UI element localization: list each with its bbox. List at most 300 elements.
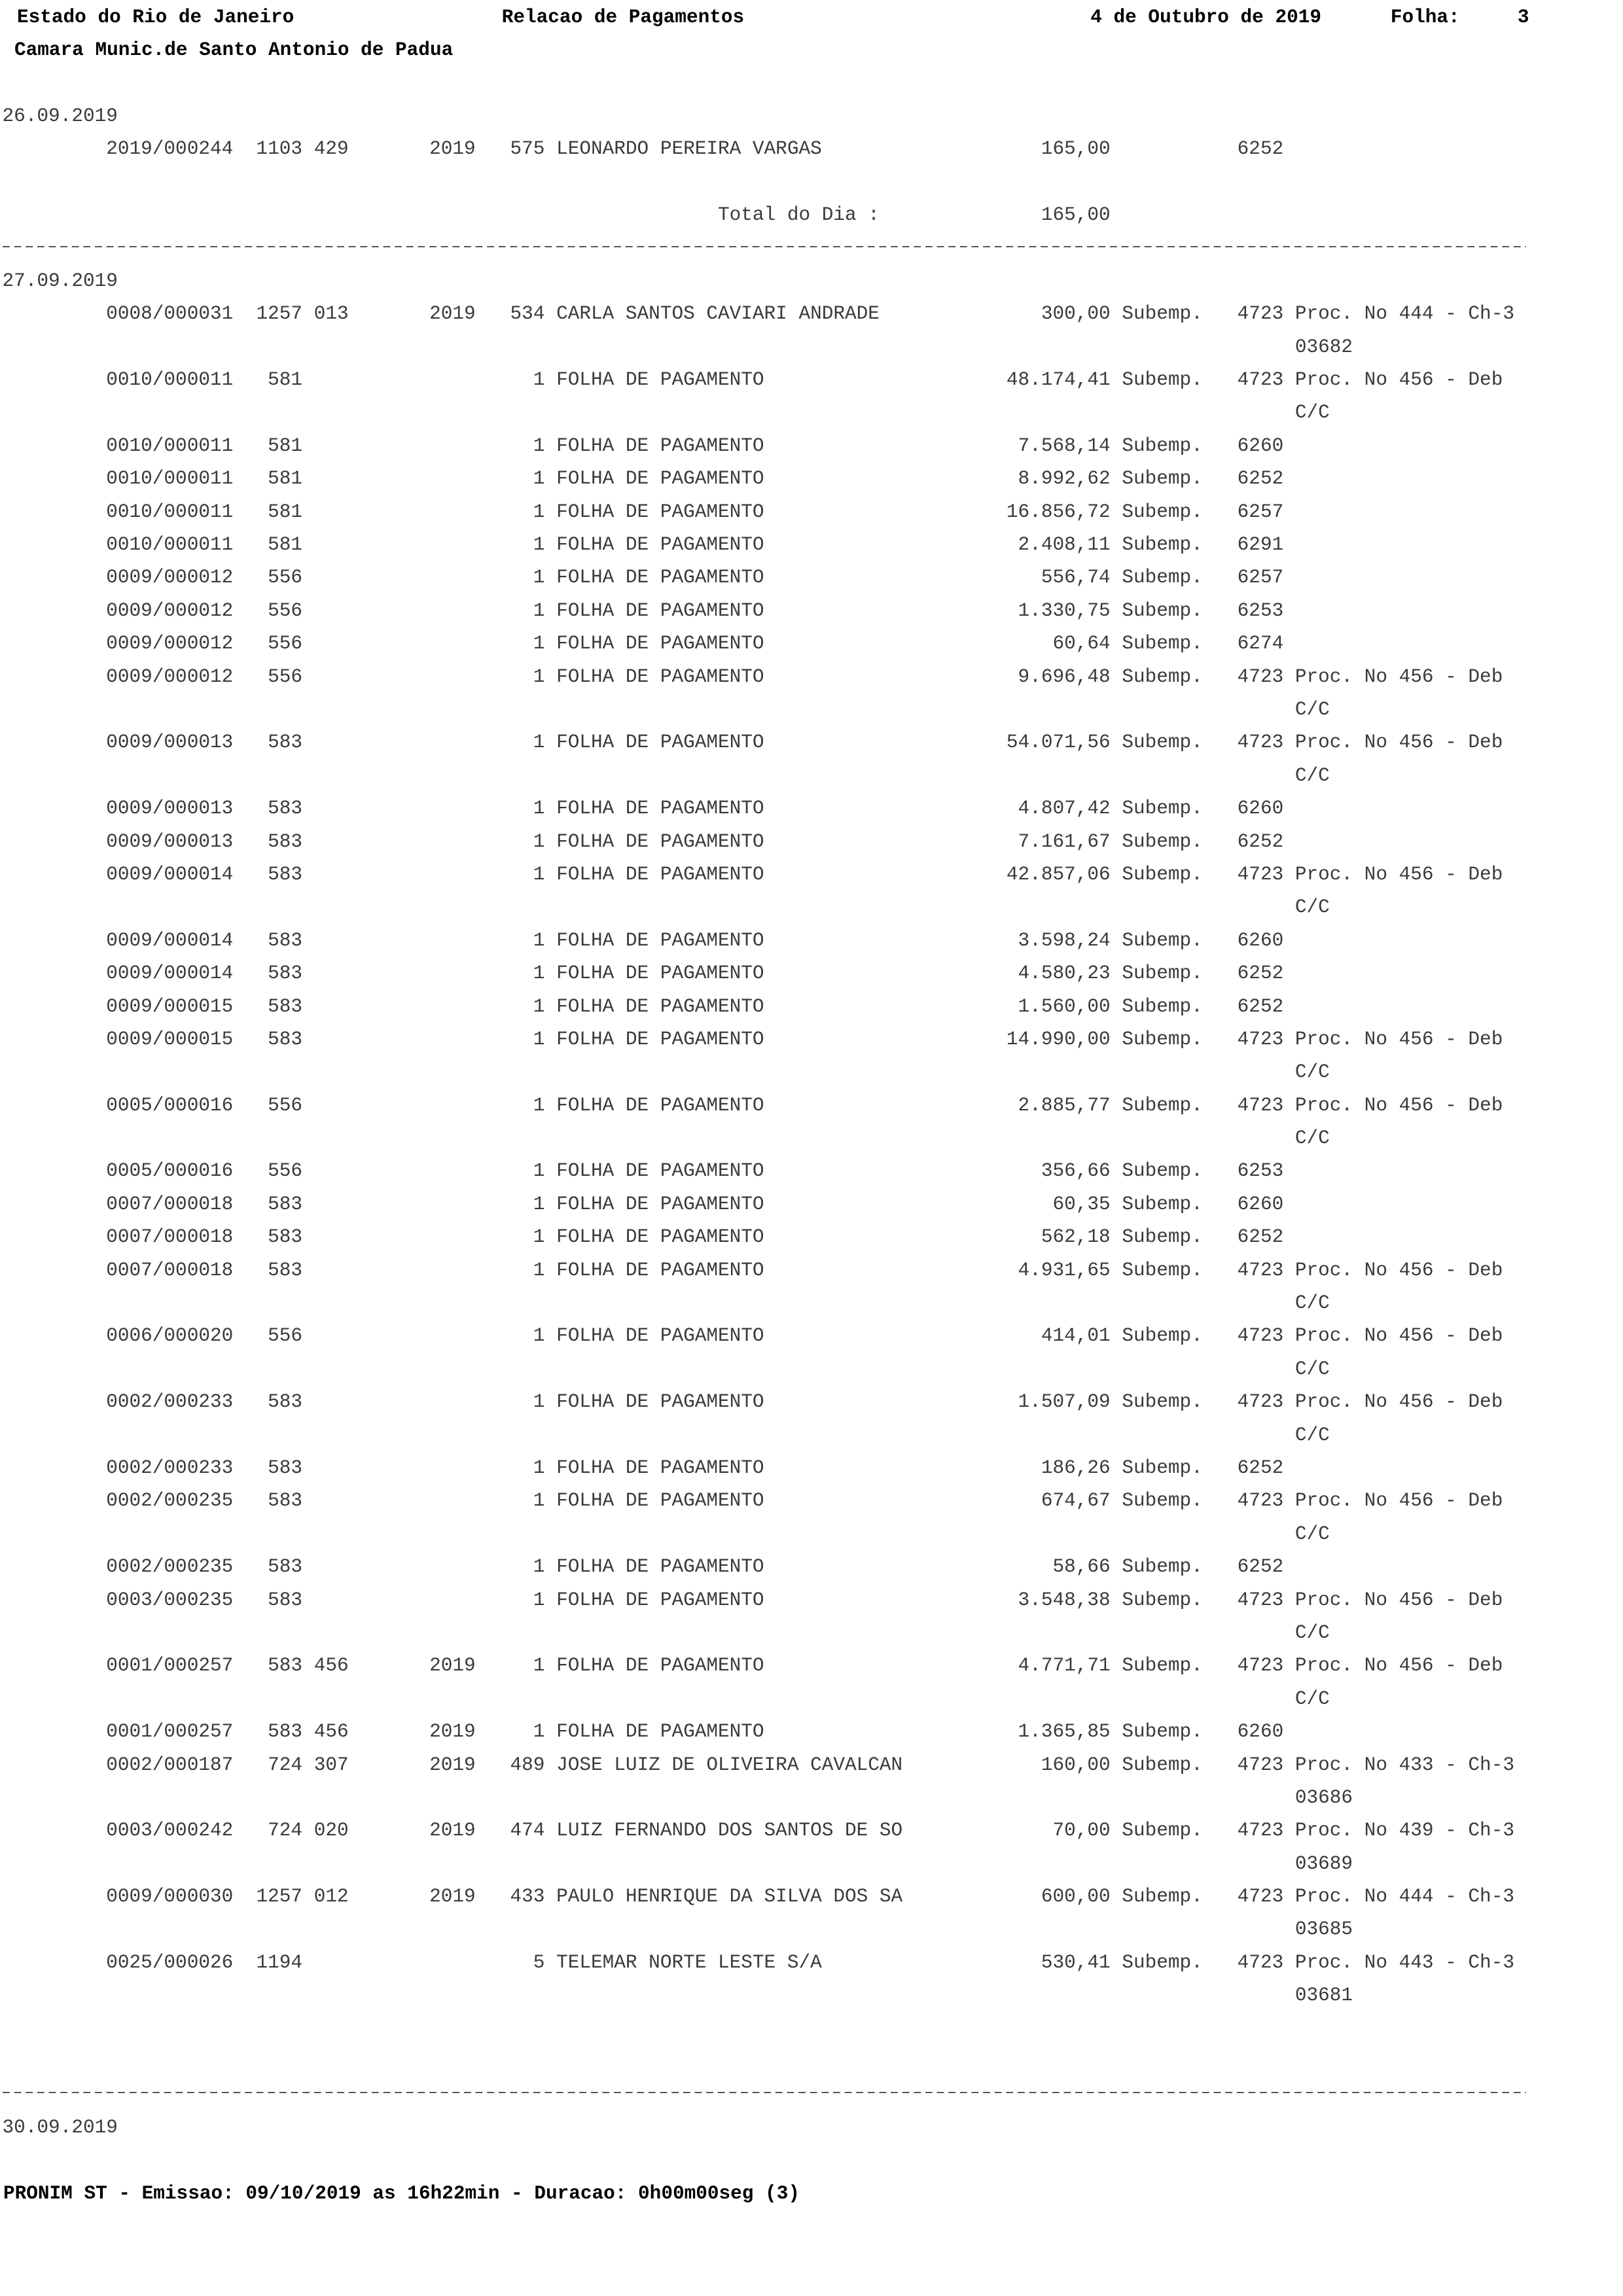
payment-row	[0, 1947, 1623, 2013]
payment-amount: 356,66	[1041, 1160, 1111, 1182]
payment-amount: 14.990,00	[1006, 1028, 1111, 1050]
account-code: 6291	[1237, 534, 1284, 556]
commitment-number: 0001/000257	[106, 1655, 234, 1677]
payment-row	[0, 133, 1623, 166]
payment-row	[0, 298, 1623, 364]
payment-amount: 300,00	[1041, 303, 1111, 325]
ref-code: 583	[268, 732, 303, 754]
payment-note-line: C/C	[1294, 1687, 1330, 1710]
account-code: 4723	[1237, 1589, 1284, 1611]
creditor-code: 1	[533, 1457, 545, 1479]
creditor-code: 1	[533, 633, 545, 655]
payment-kind: Subemp.	[1122, 633, 1203, 655]
payment-row	[0, 1749, 1623, 1815]
account-code: 6252	[1237, 1226, 1284, 1248]
payment-note-line: C/C	[1294, 1523, 1330, 1545]
creditor-code: 1	[533, 798, 545, 820]
payment-kind: Subemp.	[1122, 830, 1203, 853]
creditor-name: FOLHA DE PAGAMENTO	[556, 1457, 764, 1479]
payment-list	[0, 133, 1623, 166]
payment-row	[0, 661, 1623, 727]
payment-kind: Subemp.	[1122, 534, 1203, 556]
payment-kind: Subemp.	[1122, 599, 1203, 622]
payment-note-line: Proc. No 456 - Deb	[1294, 369, 1503, 391]
payment-amount: 414,01	[1041, 1325, 1111, 1347]
creditor-code: 1	[533, 1325, 545, 1347]
payment-amount: 16.856,72	[1006, 501, 1111, 523]
payment-kind: Subemp.	[1122, 1094, 1203, 1116]
report-date: 4 de Outubro de 2019	[1090, 6, 1321, 28]
creditor-code: 474	[510, 1820, 545, 1842]
blank-line	[0, 67, 1623, 100]
payment-amount: 9.696,48	[1018, 665, 1111, 688]
creditor-code: 1	[533, 1490, 545, 1512]
payment-amount: 4.771,71	[1018, 1655, 1111, 1677]
creditor-code: 1	[533, 732, 545, 754]
payment-amount: 7.568,14	[1018, 434, 1111, 457]
ref-subcode: 020	[313, 1820, 349, 1842]
creditor-code: 1	[533, 468, 545, 490]
account-code: 4723	[1237, 1655, 1284, 1677]
creditor-name: FOLHA DE PAGAMENTO	[556, 1589, 764, 1611]
payment-note-line: Proc. No 456 - Deb	[1294, 732, 1503, 754]
payment-kind: Subemp.	[1122, 434, 1203, 457]
payment-note-line: Proc. No 456 - Deb	[1294, 1490, 1503, 1512]
payment-note-line: Proc. No 433 - Ch-3	[1294, 1754, 1514, 1776]
payment-note	[1295, 1881, 1623, 1947]
payment-amount: 1.330,75	[1018, 599, 1111, 622]
payment-kind: Subemp.	[1122, 1721, 1203, 1743]
payment-row	[0, 1320, 1623, 1386]
creditor-code: 575	[510, 138, 545, 160]
account-code: 4723	[1237, 1325, 1284, 1347]
fiscal-year: 2019	[429, 1886, 476, 1908]
commitment-number: 0002/000235	[106, 1490, 234, 1512]
payment-kind: Subemp.	[1122, 1259, 1203, 1281]
payment-amount: 674,67	[1041, 1490, 1111, 1512]
account-code: 6252	[1237, 138, 1284, 160]
payment-row	[0, 1254, 1623, 1320]
payment-kind: Subemp.	[1122, 369, 1203, 391]
sheet-label: Folha:	[1390, 6, 1460, 28]
report-title: Relacao de Pagamentos	[501, 6, 745, 28]
commitment-number: 0009/000015	[106, 1028, 234, 1050]
account-code: 6260	[1237, 1193, 1284, 1215]
payment-note	[1295, 858, 1623, 925]
ref-code: 1103	[256, 138, 303, 160]
payment-kind: Subemp.	[1122, 1391, 1203, 1413]
commitment-number: 0009/000030	[106, 1886, 234, 1908]
day-total-amount: 165,00	[1041, 204, 1111, 226]
commitment-number: 0025/000026	[106, 1951, 234, 1973]
payment-note-line: 03681	[1294, 1985, 1353, 2007]
creditor-name: FOLHA DE PAGAMENTO	[556, 1226, 764, 1248]
creditor-name: FOLHA DE PAGAMENTO	[556, 567, 764, 589]
payment-kind: Subemp.	[1122, 1457, 1203, 1479]
payment-note	[1295, 726, 1623, 792]
creditor-name: FOLHA DE PAGAMENTO	[556, 534, 764, 556]
creditor-name: FOLHA DE PAGAMENTO	[556, 369, 764, 391]
creditor-name: CARLA SANTOS CAVIARI ANDRADE	[556, 303, 880, 325]
ref-code: 556	[268, 1094, 303, 1116]
account-code: 6260	[1237, 1721, 1284, 1743]
payment-row	[0, 627, 1623, 660]
creditor-name: FOLHA DE PAGAMENTO	[556, 633, 764, 655]
ref-code: 1194	[256, 1951, 303, 1973]
payment-kind: Subemp.	[1122, 1886, 1203, 1908]
payment-kind: Subemp.	[1122, 1951, 1203, 1973]
day-date: 27.09.2019	[2, 270, 118, 292]
ref-code: 583	[268, 1193, 303, 1215]
creditor-name: FOLHA DE PAGAMENTO	[556, 929, 764, 951]
payment-row	[0, 1155, 1623, 1188]
ref-subcode: 456	[313, 1721, 349, 1743]
payment-row	[0, 595, 1623, 627]
commitment-number: 0009/000012	[106, 633, 234, 655]
payment-note-line: Proc. No 456 - Deb	[1294, 1325, 1503, 1347]
payment-kind: Subemp.	[1122, 1325, 1203, 1347]
payment-kind: Subemp.	[1122, 1490, 1203, 1512]
creditor-name: FOLHA DE PAGAMENTO	[556, 863, 764, 885]
payment-kind: Subemp.	[1122, 567, 1203, 589]
payment-row	[0, 1188, 1623, 1221]
entity-name: Camara Munic.de Santo Antonio de Padua	[14, 39, 454, 62]
ref-code: 583	[268, 1259, 303, 1281]
payment-note	[1295, 1089, 1623, 1156]
payment-amount: 1.560,00	[1018, 995, 1111, 1017]
ref-code: 583	[268, 863, 303, 885]
ref-code: 583	[268, 1226, 303, 1248]
commitment-number: 2019/000244	[106, 138, 234, 160]
account-code: 4723	[1237, 1028, 1284, 1050]
account-code: 4723	[1237, 1094, 1284, 1116]
commitment-number: 0002/000233	[106, 1457, 234, 1479]
creditor-code: 1	[533, 1259, 545, 1281]
ref-subcode: 013	[313, 303, 349, 325]
payment-amount: 160,00	[1041, 1754, 1111, 1776]
payment-kind: Subemp.	[1122, 1556, 1203, 1578]
payment-row	[0, 1814, 1623, 1881]
payment-note	[1295, 1947, 1623, 2013]
creditor-name: FOLHA DE PAGAMENTO	[556, 1391, 764, 1413]
creditor-name: FOLHA DE PAGAMENTO	[556, 732, 764, 754]
payment-amount: 2.885,77	[1018, 1094, 1111, 1116]
payment-note	[1295, 661, 1623, 727]
ref-code: 583	[268, 1655, 303, 1677]
payment-kind: Subemp.	[1122, 1160, 1203, 1182]
commitment-number: 0005/000016	[106, 1160, 234, 1182]
payment-note-line: Proc. No 444 - Ch-3	[1294, 1886, 1514, 1908]
payment-row	[0, 1716, 1623, 1748]
payment-kind: Subemp.	[1122, 1655, 1203, 1677]
ref-code: 556	[268, 665, 303, 688]
commitment-number: 0001/000257	[106, 1721, 234, 1743]
creditor-name: FOLHA DE PAGAMENTO	[556, 1160, 764, 1182]
payment-row	[0, 1485, 1623, 1551]
payment-note-line: 03689	[1294, 1852, 1353, 1875]
day-date: 30.09.2019	[2, 2116, 118, 2138]
creditor-name: FOLHA DE PAGAMENTO	[556, 1193, 764, 1215]
creditor-name: FOLHA DE PAGAMENTO	[556, 1490, 764, 1512]
day-block	[0, 265, 1623, 2111]
blank-line	[0, 2144, 1623, 2177]
ref-code: 583	[268, 929, 303, 951]
payment-note	[1295, 1650, 1623, 1716]
payment-amount: 1.365,85	[1018, 1721, 1111, 1743]
payment-amount: 48.174,41	[1006, 369, 1111, 391]
ref-subcode: 307	[313, 1754, 349, 1776]
creditor-name: FOLHA DE PAGAMENTO	[556, 468, 764, 490]
commitment-number: 0009/000014	[106, 863, 234, 885]
creditor-code: 1	[533, 830, 545, 853]
commitment-number: 0007/000018	[106, 1259, 234, 1281]
creditor-name: FOLHA DE PAGAMENTO	[556, 1028, 764, 1050]
payment-note	[1295, 1320, 1623, 1386]
payment-kind: Subemp.	[1122, 963, 1203, 985]
commitment-number: 0009/000013	[106, 830, 234, 853]
creditor-code: 1	[533, 995, 545, 1017]
creditor-code: 1	[533, 567, 545, 589]
creditor-name: JOSE LUIZ DE OLIVEIRA CAVALCAN	[556, 1754, 903, 1776]
commitment-number: 0005/000016	[106, 1094, 234, 1116]
payment-row	[0, 991, 1623, 1023]
payment-note	[1295, 1814, 1623, 1881]
commitment-number: 0007/000018	[106, 1226, 234, 1248]
account-code: 6252	[1237, 1556, 1284, 1578]
payment-row	[0, 1584, 1623, 1650]
fiscal-year: 2019	[429, 1754, 476, 1776]
payment-note-line: Proc. No 456 - Deb	[1294, 1391, 1503, 1413]
ref-code: 583	[268, 1028, 303, 1050]
day-date-line	[0, 2111, 1623, 2144]
ref-code: 583	[268, 1391, 303, 1413]
account-code: 6260	[1237, 929, 1284, 951]
payment-amount: 42.857,06	[1006, 863, 1111, 885]
payment-row	[0, 957, 1623, 990]
commitment-number: 0009/000013	[106, 798, 234, 820]
payment-list	[0, 298, 1623, 2012]
dashed-rule	[3, 2092, 1526, 2093]
payment-row	[0, 1089, 1623, 1156]
creditor-code: 1	[533, 1193, 545, 1215]
payment-amount: 60,64	[1052, 633, 1111, 655]
creditor-name: FOLHA DE PAGAMENTO	[556, 1655, 764, 1677]
payment-kind: Subemp.	[1122, 929, 1203, 951]
payment-note-line: C/C	[1294, 1292, 1330, 1315]
ref-code: 556	[268, 1325, 303, 1347]
commitment-number: 0009/000015	[106, 995, 234, 1017]
account-code: 6260	[1237, 434, 1284, 457]
payment-amount: 1.507,09	[1018, 1391, 1111, 1413]
payment-row	[0, 561, 1623, 594]
payment-note-line: C/C	[1294, 1424, 1330, 1446]
payment-kind: Subemp.	[1122, 665, 1203, 688]
payment-note-line: Proc. No 456 - Deb	[1294, 1028, 1503, 1050]
day-date-line	[0, 100, 1623, 133]
day-block	[0, 100, 1623, 265]
report-header	[0, 1, 1623, 67]
ref-code: 1257	[256, 303, 303, 325]
commitment-number: 0009/000012	[106, 599, 234, 622]
account-code: 4723	[1237, 1886, 1284, 1908]
day-total-line	[0, 199, 1623, 232]
payment-note	[1295, 364, 1623, 430]
payment-note-line: Proc. No 443 - Ch-3	[1294, 1951, 1514, 1973]
emission-info: PRONIM ST - Emissao: 09/10/2019 as 16h22min - Duracao: 0h00m00seg (3)	[3, 2182, 800, 2204]
commitment-number: 0010/000011	[106, 501, 234, 523]
ref-subcode: 012	[313, 1886, 349, 1908]
account-code: 6253	[1237, 599, 1284, 622]
report-footer	[0, 2178, 1623, 2210]
creditor-code: 433	[510, 1886, 545, 1908]
payment-note	[1295, 1584, 1623, 1650]
payment-kind: Subemp.	[1122, 468, 1203, 490]
commitment-number: 0002/000235	[106, 1556, 234, 1578]
state-name: Estado do Rio de Janeiro	[17, 6, 294, 28]
creditor-code: 534	[510, 303, 545, 325]
payment-amount: 4.931,65	[1018, 1259, 1111, 1281]
account-code: 6257	[1237, 567, 1284, 589]
creditor-name: FOLHA DE PAGAMENTO	[556, 1556, 764, 1578]
creditor-code: 1	[533, 534, 545, 556]
payment-note	[1295, 1254, 1623, 1320]
sheet-number: 3	[1517, 6, 1529, 28]
creditor-code: 1	[533, 929, 545, 951]
ref-code: 556	[268, 567, 303, 589]
commitment-number: 0010/000011	[106, 468, 234, 490]
payment-note-line: Proc. No 456 - Deb	[1294, 665, 1503, 688]
commitment-number: 0009/000012	[106, 665, 234, 688]
day-date-line	[0, 265, 1623, 298]
payment-kind: Subemp.	[1122, 1028, 1203, 1050]
commitment-number: 0009/000013	[106, 732, 234, 754]
payment-note-line: C/C	[1294, 1358, 1330, 1380]
payment-row	[0, 858, 1623, 925]
ref-code: 583	[268, 1556, 303, 1578]
payment-amount: 4.580,23	[1018, 963, 1111, 985]
ref-code: 581	[268, 501, 303, 523]
payment-kind: Subemp.	[1122, 995, 1203, 1017]
ref-code: 583	[268, 1721, 303, 1743]
account-code: 4723	[1237, 863, 1284, 885]
payment-note-line: C/C	[1294, 764, 1330, 786]
payment-kind: Subemp.	[1122, 1589, 1203, 1611]
fiscal-year: 2019	[429, 303, 476, 325]
creditor-code: 1	[533, 501, 545, 523]
payment-row	[0, 364, 1623, 430]
creditor-code: 1	[533, 1589, 545, 1611]
account-code: 6252	[1237, 963, 1284, 985]
separator-line	[0, 232, 1623, 265]
payment-row	[0, 1221, 1623, 1254]
payment-row	[0, 463, 1623, 495]
account-code: 4723	[1237, 732, 1284, 754]
payment-kind: Subemp.	[1122, 1226, 1203, 1248]
ref-code: 724	[268, 1820, 303, 1842]
payment-note-line: C/C	[1294, 1621, 1330, 1644]
account-code: 6274	[1237, 633, 1284, 655]
payment-note-line: Proc. No 456 - Deb	[1294, 863, 1503, 885]
commitment-number: 0003/000235	[106, 1589, 234, 1611]
ref-code: 583	[268, 798, 303, 820]
payment-kind: Subemp.	[1122, 501, 1203, 523]
ref-code: 556	[268, 633, 303, 655]
creditor-name: TELEMAR NORTE LESTE S/A	[556, 1951, 822, 1973]
ref-code: 556	[268, 1160, 303, 1182]
commitment-number: 0009/000014	[106, 963, 234, 985]
day-total-label: Total do Dia :	[718, 204, 880, 226]
creditor-name: PAULO HENRIQUE DA SILVA DOS SA	[556, 1886, 903, 1908]
ref-code: 583	[268, 830, 303, 853]
dashed-rule	[3, 246, 1526, 247]
payment-row	[0, 430, 1623, 463]
payment-note-line: C/C	[1294, 896, 1330, 919]
payment-amount: 530,41	[1041, 1951, 1111, 1973]
payment-amount: 58,66	[1052, 1556, 1111, 1578]
payment-note	[1295, 1485, 1623, 1551]
report-header-line	[0, 34, 1623, 67]
payment-amount: 556,74	[1041, 567, 1111, 589]
ref-code: 581	[268, 534, 303, 556]
payment-note-line: Proc. No 456 - Deb	[1294, 1094, 1503, 1116]
payment-row	[0, 925, 1623, 957]
payment-note-line: C/C	[1294, 1061, 1330, 1084]
payment-amount: 562,18	[1041, 1226, 1111, 1248]
payment-row	[0, 1650, 1623, 1716]
payment-kind: Subemp.	[1122, 863, 1203, 885]
payment-note-line: C/C	[1294, 402, 1330, 424]
commitment-number: 0006/000020	[106, 1325, 234, 1347]
account-code: 4723	[1237, 1391, 1284, 1413]
payment-amount: 8.992,62	[1018, 468, 1111, 490]
fiscal-year: 2019	[429, 1721, 476, 1743]
creditor-code: 1	[533, 1160, 545, 1182]
payment-amount: 3.598,24	[1018, 929, 1111, 951]
account-code: 4723	[1237, 1490, 1284, 1512]
creditor-name: FOLHA DE PAGAMENTO	[556, 1325, 764, 1347]
payment-note-line: Proc. No 456 - Deb	[1294, 1589, 1503, 1611]
account-code: 6260	[1237, 798, 1284, 820]
payment-note-line: 03685	[1294, 1918, 1353, 1941]
payment-amount: 165,00	[1041, 138, 1111, 160]
payment-note-line: 03682	[1294, 336, 1353, 358]
creditor-code: 1	[533, 665, 545, 688]
account-code: 6252	[1237, 995, 1284, 1017]
account-code: 6252	[1237, 1457, 1284, 1479]
creditor-code: 1	[533, 1391, 545, 1413]
creditor-code: 1	[533, 434, 545, 457]
payment-amount: 600,00	[1041, 1886, 1111, 1908]
creditor-name: LUIZ FERNANDO DOS SANTOS DE SO	[556, 1820, 903, 1842]
commitment-number: 0007/000018	[106, 1193, 234, 1215]
day-block	[0, 2111, 1623, 2178]
ref-code: 583	[268, 963, 303, 985]
blank-line	[0, 2045, 1623, 2078]
blank-line	[0, 166, 1623, 199]
payment-amount: 70,00	[1052, 1820, 1111, 1842]
creditor-code: 1	[533, 863, 545, 885]
payment-kind: Subemp.	[1122, 1754, 1203, 1776]
creditor-code: 1	[533, 599, 545, 622]
payment-amount: 60,35	[1052, 1193, 1111, 1215]
payment-kind: Subemp.	[1122, 732, 1203, 754]
creditor-name: FOLHA DE PAGAMENTO	[556, 798, 764, 820]
creditor-name: FOLHA DE PAGAMENTO	[556, 599, 764, 622]
payment-note-line: Proc. No 456 - Deb	[1294, 1259, 1503, 1281]
payment-note-line: C/C	[1294, 699, 1330, 720]
payment-kind: Subemp.	[1122, 1193, 1203, 1215]
payment-note-line: Proc. No 439 - Ch-3	[1294, 1820, 1514, 1842]
